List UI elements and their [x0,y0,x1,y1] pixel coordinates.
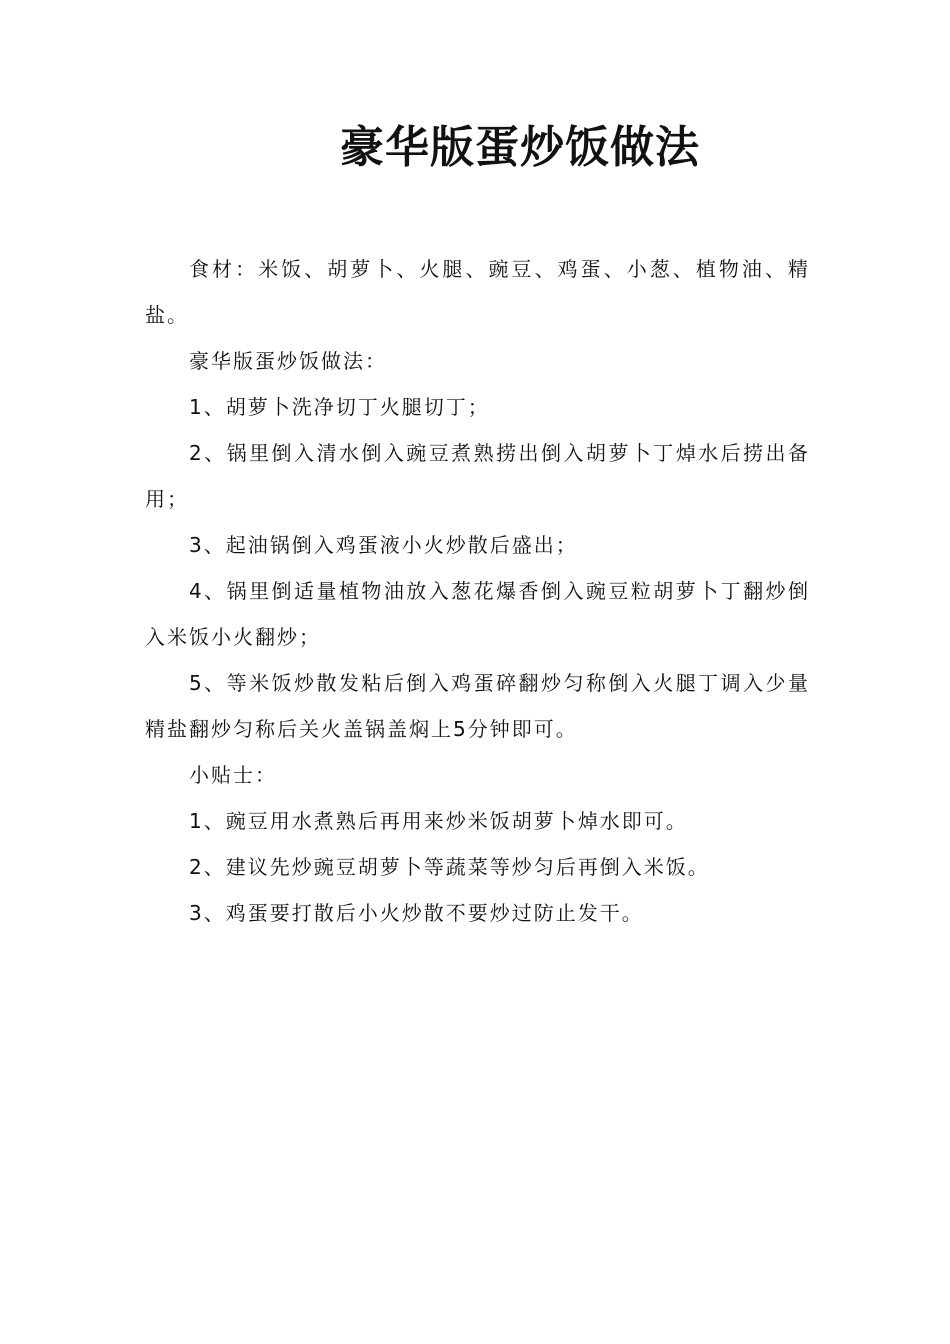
method-heading: 豪华版蛋炒饭做法： [189,349,387,373]
document-title: 豪华版蛋炒饭做法 [340,122,700,173]
tip-1: 1、豌豆用水煮熟后再用来炒米饭胡萝卜焯水即可。 [189,809,688,833]
ingredients-paragraph: 食材：米饭、胡萝卜、火腿、豌豆、鸡蛋、小葱、植物油、精盐。 [145,257,810,327]
document-body [145,246,810,936]
tips-heading: 小贴士： [189,763,277,787]
tip-2: 2、建议先炒豌豆胡萝卜等蔬菜等炒匀后再倒入米饭。 [189,855,710,879]
tip-3: 3、鸡蛋要打散后小火炒散不要炒过防止发干。 [189,901,644,925]
step-4: 4、锅里倒适量植物油放入葱花爆香倒入豌豆粒胡萝卜丁翻炒倒入米饭小火翻炒； [145,579,810,649]
step-2: 2、锅里倒入清水倒入豌豆煮熟捞出倒入胡萝卜丁焯水后捞出备用； [145,441,810,511]
step-1: 1、胡萝卜洗净切丁火腿切丁； [189,395,490,419]
step-3: 3、起油锅倒入鸡蛋液小火炒散后盛出； [189,533,578,557]
step-5: 5、等米饭炒散发粘后倒入鸡蛋碎翻炒匀称倒入火腿丁调入少量精盐翻炒匀称后关火盖锅盖焖上5分钟即可。 [145,671,810,741]
